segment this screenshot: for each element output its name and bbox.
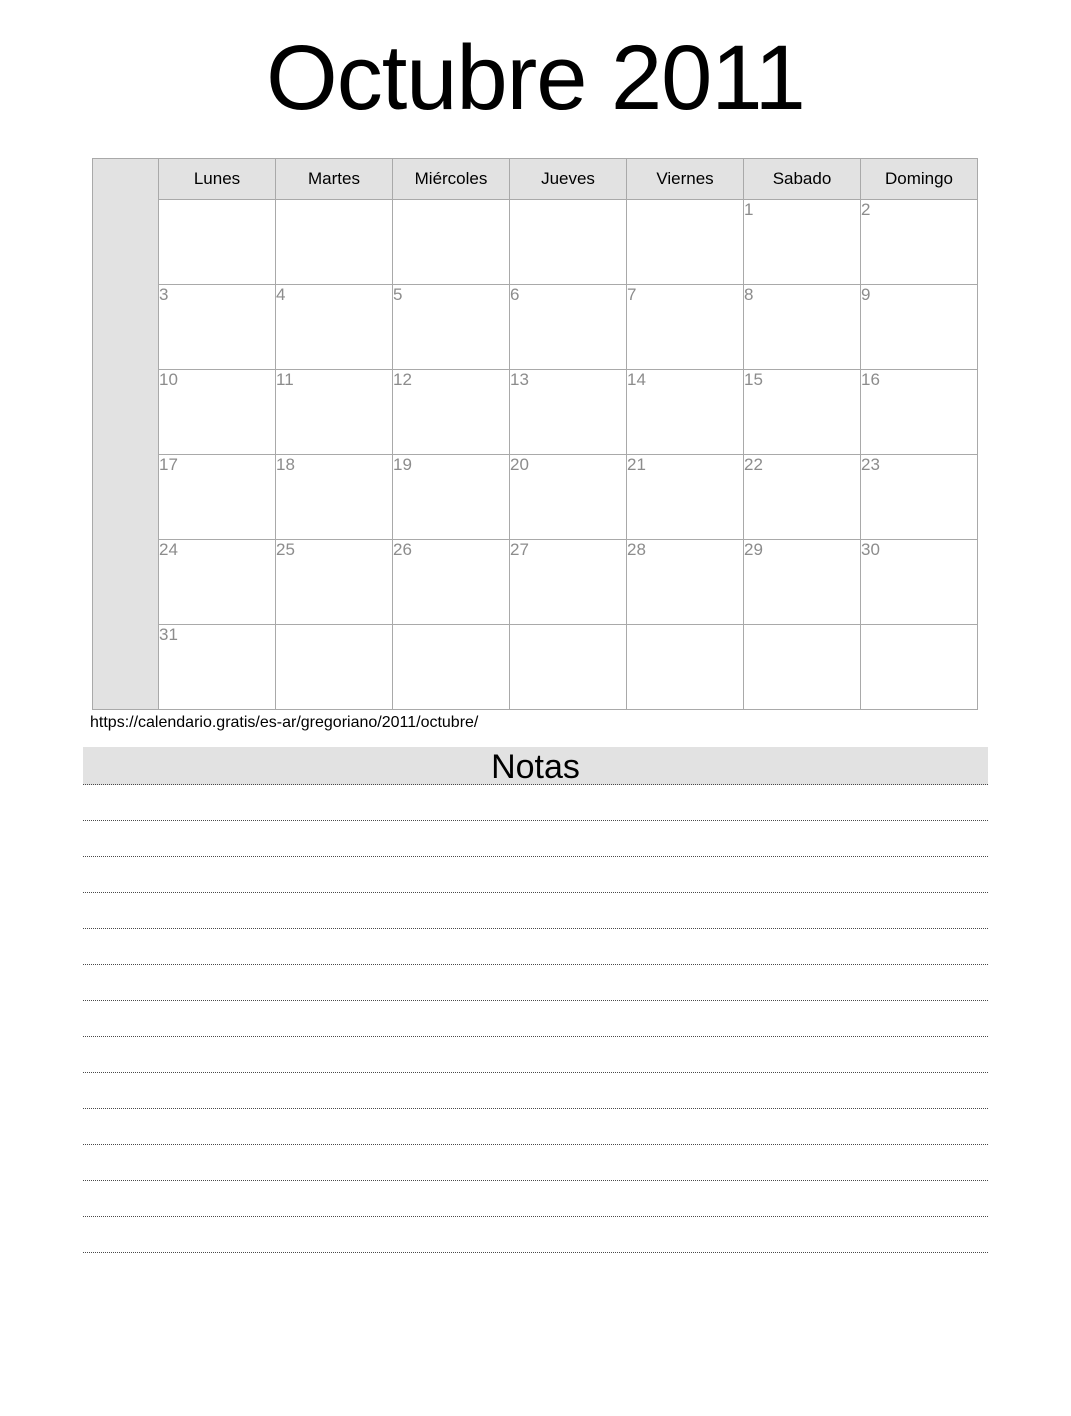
day-cell-2: 2: [861, 199, 978, 284]
day-cell-15: 15: [744, 369, 861, 454]
day-cell-empty: [627, 624, 744, 709]
day-cell-empty: [510, 199, 627, 284]
day-cell-13: 13: [510, 369, 627, 454]
note-line: [83, 1181, 988, 1217]
day-cell-25: 25: [276, 539, 393, 624]
calendar-week-row: [93, 284, 978, 369]
calendar-week-row: [93, 454, 978, 539]
day-cell-17: 17: [159, 454, 276, 539]
note-line: [83, 1073, 988, 1109]
day-cell-30: 30: [861, 539, 978, 624]
day-cell-26: 26: [393, 539, 510, 624]
note-line: [83, 857, 988, 893]
note-line: [83, 1145, 988, 1181]
weekday-header: Lunes: [159, 158, 276, 199]
day-cell-empty: [393, 199, 510, 284]
day-cell-12: 12: [393, 369, 510, 454]
day-cell-21: 21: [627, 454, 744, 539]
day-cell-31: 31: [159, 624, 276, 709]
weekday-header: Martes: [276, 158, 393, 199]
note-line: [83, 893, 988, 929]
page-title: Octubre 2011: [266, 27, 805, 129]
day-cell-4: 4: [276, 284, 393, 369]
note-line: [83, 1037, 988, 1073]
note-line: [83, 929, 988, 965]
source-url: https://calendario.gratis/es-ar/gregoriano/2011/octubre/: [90, 713, 479, 731]
day-cell-empty: [276, 199, 393, 284]
day-cell-18: 18: [276, 454, 393, 539]
day-cell-1: 1: [744, 199, 861, 284]
day-cell-8: 8: [744, 284, 861, 369]
note-line: [83, 965, 988, 1001]
day-cell-24: 24: [159, 539, 276, 624]
day-cell-empty: [393, 624, 510, 709]
day-cell-empty: [744, 624, 861, 709]
day-cell-27: 27: [510, 539, 627, 624]
notes-section: [83, 747, 988, 1253]
day-cell-19: 19: [393, 454, 510, 539]
calendar-week-row: [93, 199, 978, 284]
day-cell-10: 10: [159, 369, 276, 454]
weekday-header: Viernes: [627, 158, 744, 199]
day-cell-9: 9: [861, 284, 978, 369]
day-cell-22: 22: [744, 454, 861, 539]
weekday-header: Domingo: [861, 158, 978, 199]
note-line: [83, 1109, 988, 1145]
calendar-page: [0, 27, 1071, 1253]
day-cell-empty: [510, 624, 627, 709]
day-cell-16: 16: [861, 369, 978, 454]
day-cell-3: 3: [159, 284, 276, 369]
note-line: [83, 785, 988, 821]
notes-title: Notas: [83, 747, 988, 785]
calendar-table: [92, 158, 978, 710]
day-cell-11: 11: [276, 369, 393, 454]
day-cell-7: 7: [627, 284, 744, 369]
day-cell-29: 29: [744, 539, 861, 624]
note-line: [83, 1217, 988, 1253]
day-cell-20: 20: [510, 454, 627, 539]
notes-lines: [83, 785, 988, 1253]
day-cell-14: 14: [627, 369, 744, 454]
calendar-week-row: [93, 624, 978, 709]
day-cell-empty: [861, 624, 978, 709]
note-line: [83, 1001, 988, 1037]
note-line: [83, 821, 988, 857]
calendar-corner-cell: [93, 158, 159, 709]
day-cell-5: 5: [393, 284, 510, 369]
calendar-week-row: [93, 539, 978, 624]
day-cell-28: 28: [627, 539, 744, 624]
day-cell-empty: [627, 199, 744, 284]
day-cell-23: 23: [861, 454, 978, 539]
weekday-header-row: [93, 158, 978, 199]
day-cell-empty: [159, 199, 276, 284]
weekday-header: Miércoles: [393, 158, 510, 199]
calendar-week-row: [93, 369, 978, 454]
weekday-header: Sabado: [744, 158, 861, 199]
weekday-header: Jueves: [510, 158, 627, 199]
day-cell-6: 6: [510, 284, 627, 369]
day-cell-empty: [276, 624, 393, 709]
